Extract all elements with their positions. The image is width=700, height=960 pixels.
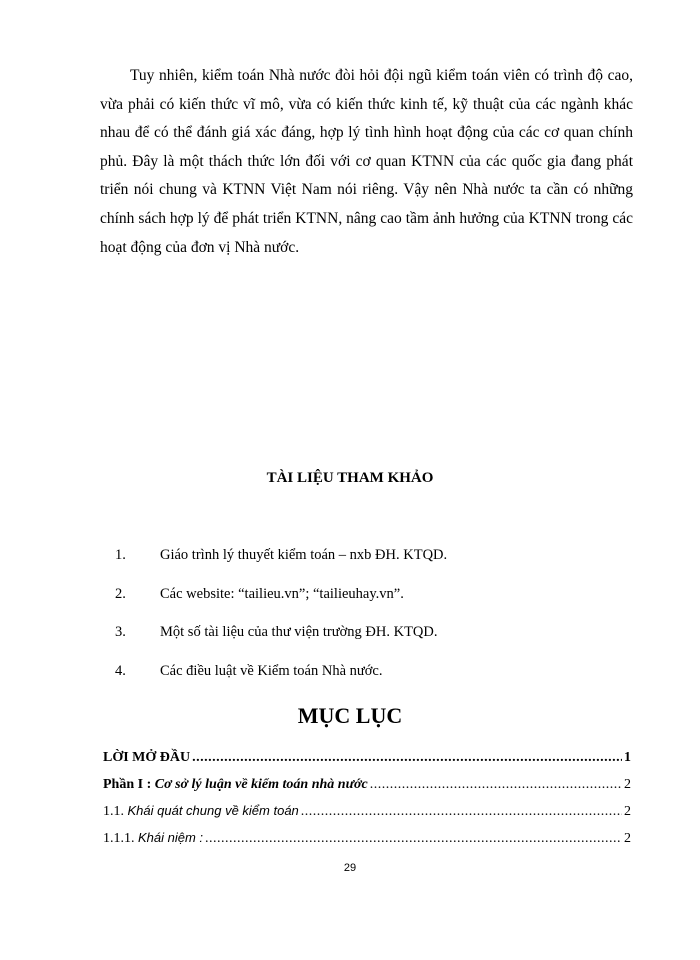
toc-entry-part-1[interactable] [103, 777, 631, 804]
reference-text: Giáo trình lý thuyết kiểm toán – nxb ĐH. KTQD. [160, 547, 448, 563]
reference-text: Một số tài liệu của thư viện trường ĐH. KTQD. [160, 624, 438, 641]
toc-page-number: 1 [624, 750, 631, 765]
reference-number: 3. [115, 624, 126, 641]
toc-page-number: 2 [624, 804, 631, 819]
references-heading: TÀI LIỆU THAM KHẢO [266, 470, 434, 486]
toc-entry-1-1[interactable] [103, 803, 631, 830]
toc-page-number: 2 [624, 830, 631, 846]
toc-entry-prefix: 1.1.1. [103, 830, 138, 846]
toc-entry-label: LỜI MỞ ĐẦU [103, 750, 191, 765]
toc-leader-dots [370, 777, 622, 793]
reference-text: Các điều luật về Kiểm toán Nhà nước. [160, 663, 383, 680]
paragraph-text: Tuy nhiên, kiểm toán Nhà nước đòi hỏi đội ngũ kiểm toán viên có trình độ cao, vừa phải có kiến thức vĩ mô, vừa có kiến thức kinh tế, kỹ thuật của các ngành khác nhau để có thể đánh giá xác đáng, hợp lý tình hình hoạt động của các cơ quan chính phủ. Đây là một thách thức lớn đối với cơ quan KTNN của các quốc gia đang phát triển nói chung và KTNN Việt Nam nói riêng. Vậy nên Nhà nước ta cần có những chính sách hợp lý để phát triển KTNN, nâng cao tầm ảnh hưởng của KTNN trong các hoạt động của đơn vị Nhà nước. [100, 67, 633, 256]
toc-page-number: 2 [624, 776, 631, 792]
toc-entry-prefix: Phần I : [103, 776, 155, 792]
table-of-contents [103, 750, 631, 856]
toc-leader-dots [301, 804, 622, 820]
body-paragraph [100, 62, 633, 262]
reference-number: 2. [115, 585, 126, 602]
toc-entry-1-1-1[interactable] [103, 830, 631, 857]
toc-entry-label: Khái niệm : [138, 829, 204, 845]
toc-entry-prefix: 1.1. [103, 804, 128, 819]
reference-text: Các website: “tailieu.vn”; “tailieuhay.vn”. [160, 585, 404, 602]
reference-number: 1. [115, 547, 126, 563]
page-number: 29 [343, 862, 357, 874]
toc-entry-intro[interactable] [103, 750, 631, 777]
toc-heading: MỤC LỤC [297, 703, 403, 728]
toc-entry-label: Khái quát chung về kiểm toán [127, 803, 299, 818]
reference-number: 4. [115, 663, 126, 680]
toc-leader-dots [205, 831, 622, 847]
toc-entry-label: Cơ sở lý luận về kiểm toán nhà nước [154, 776, 368, 792]
toc-leader-dots [192, 750, 622, 766]
